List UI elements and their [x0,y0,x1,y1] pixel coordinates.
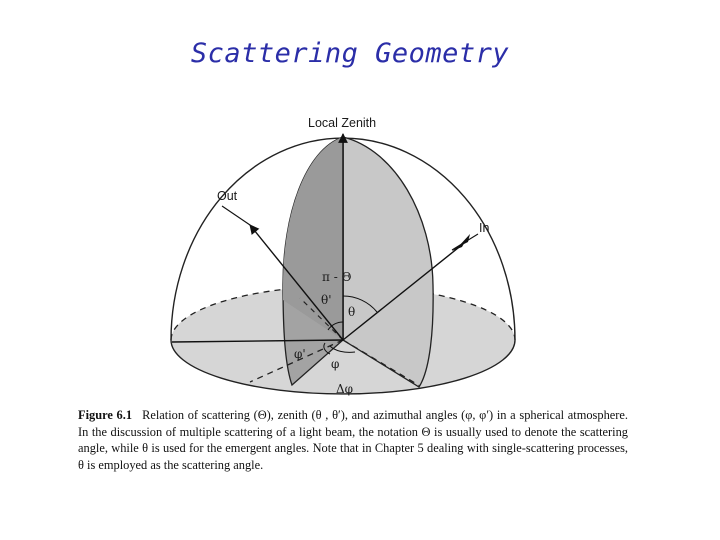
theta-label: θ [348,305,356,319]
phi-label: φ [331,357,340,371]
theta-prime-label: θ' [321,293,332,307]
slide-title: Scattering Geometry [190,38,510,69]
in-label: In [479,221,490,235]
out-label: Out [217,189,238,203]
pi-minus-theta-label: π - Θ [322,270,352,284]
delta-phi-label: Δφ [336,382,354,396]
out-ray-extension [222,206,250,225]
phi-prime-label: φ' [294,347,306,361]
figure-caption [78,407,628,473]
caption-text: Relation of scattering (Θ), zenith (θ , θ′), and azimuthal angles (φ, φ′) in a spherical atmosphere. In the discussion of multiple scattering of a light beam, the notation Θ is usually used to denote the scattering angle, while θ is used for the emergent angles. Note that in Chapter 5 dealing with single-scattering processes, θ is employed as the scattering angle. [78,408,628,472]
local-zenith-label: Local Zenith [308,116,377,130]
figure-label: Figure 6.1 [78,408,133,422]
